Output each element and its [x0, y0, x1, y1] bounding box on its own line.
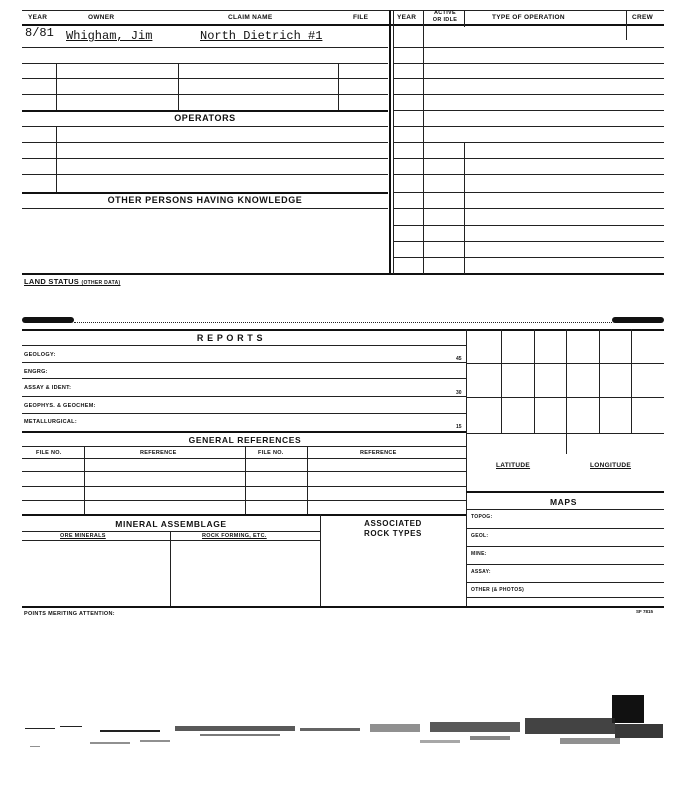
report-metallurgical-num: 15	[456, 424, 462, 430]
report-assay-ident: ASSAY & IDENT:	[24, 385, 72, 391]
report-geophys: GEOPHYS. & GEOCHEM:	[24, 403, 96, 409]
header-owner: OWNER	[88, 14, 115, 21]
rock-forming-label: ROCK FORMING, ETC.	[202, 533, 267, 539]
ink-mark-right	[612, 317, 664, 323]
land-status-text: LAND STATUS	[24, 277, 80, 286]
record-claim-name: North Dietrich #1	[200, 29, 323, 43]
scan-noise-strip	[0, 690, 678, 770]
active-label: ACTIVE	[434, 10, 456, 16]
gr-reference-2: REFERENCE	[360, 450, 397, 456]
ore-minerals-label: ORE MINERALS	[60, 533, 106, 539]
gr-file-no-2: FILE NO.	[258, 450, 284, 456]
header-claim-name: CLAIM NAME	[228, 14, 273, 21]
header-year: YEAR	[28, 14, 48, 21]
report-metallurgical: METALLURGICAL:	[24, 419, 77, 425]
land-status-subtext: (OTHER DATA)	[81, 280, 121, 286]
report-assay-num: 30	[456, 390, 462, 396]
header-crew: CREW	[632, 14, 654, 21]
maps-topog: TOPOG:	[471, 514, 493, 520]
latitude-label: LATITUDE	[496, 462, 531, 469]
or-idle-label: OR IDLE	[432, 17, 458, 23]
points-meriting-attention-label: POINTS MERITING ATTENTION:	[24, 611, 115, 617]
report-geology: GEOLOGY:	[24, 352, 56, 358]
form-number: SF 7815	[636, 609, 654, 614]
report-geology-num: 45	[456, 356, 462, 362]
mineral-assemblage-heading: MINERAL ASSEMBLAGE	[115, 519, 227, 529]
other-persons-heading: OTHER PERSONS HAVING KNOWLEDGE	[107, 195, 303, 205]
maps-assay: ASSAY:	[471, 569, 491, 575]
maps-other-photos: OTHER (& PHOTOS)	[471, 587, 525, 593]
maps-heading: MAPS	[550, 497, 577, 507]
header-active-or-idle	[426, 10, 464, 24]
gr-file-no-1: FILE NO.	[36, 450, 62, 456]
header-file: FILE	[353, 14, 369, 21]
maps-mine: MINE:	[471, 551, 487, 557]
ink-mark-left	[22, 317, 74, 323]
gr-reference-1: REFERENCE	[140, 450, 177, 456]
header-year-right: YEAR	[397, 14, 417, 21]
associated-label: ASSOCIATED	[364, 519, 422, 528]
rock-types-label: ROCK TYPES	[363, 529, 422, 538]
record-year: 8/81	[25, 26, 54, 40]
report-engrg: ENGRG:	[24, 369, 48, 375]
reports-heading: R E P O R T S	[196, 333, 264, 343]
header-type-of-operation: TYPE OF OPERATION	[492, 14, 565, 21]
maps-geol: GEOL:	[471, 533, 489, 539]
record-owner: Whigham, Jim	[66, 29, 153, 43]
operators-heading: OPERATORS	[174, 113, 236, 123]
general-references-heading: GENERAL REFERENCES	[188, 435, 302, 445]
associated-rock-types-heading	[320, 519, 466, 539]
land-status-label	[24, 277, 120, 286]
longitude-label: LONGITUDE	[590, 462, 631, 469]
